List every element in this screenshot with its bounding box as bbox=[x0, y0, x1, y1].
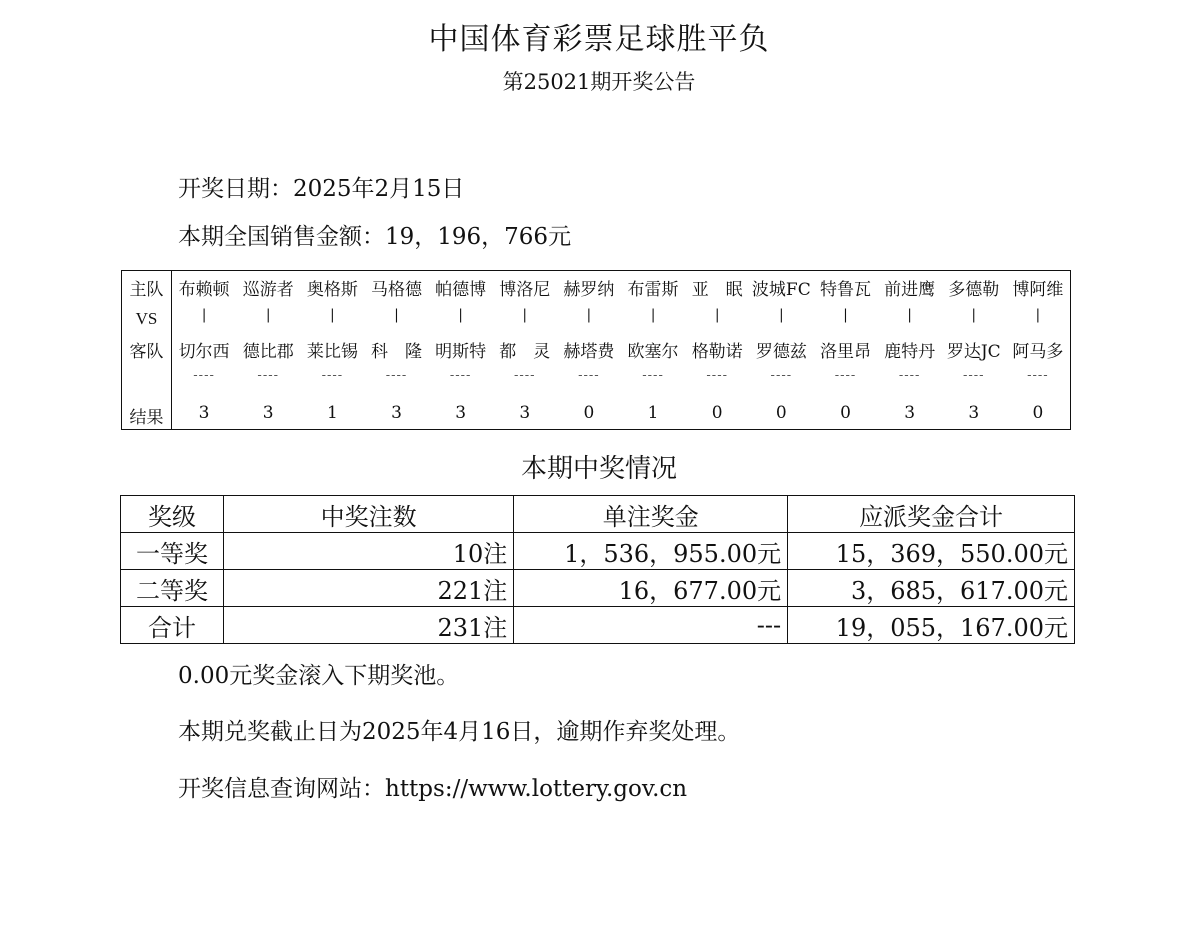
away-team: 罗德兹 bbox=[755, 342, 807, 362]
match-column bbox=[172, 271, 236, 429]
match-table bbox=[121, 270, 1071, 430]
vs-bar: | bbox=[650, 307, 656, 323]
match-column bbox=[429, 271, 493, 429]
separator-dash: ---- bbox=[449, 368, 472, 383]
match-label-column bbox=[122, 271, 172, 429]
home-team: 博洛尼 bbox=[499, 280, 551, 300]
header-count: 中奖注数 bbox=[223, 496, 513, 533]
vs-bar: | bbox=[843, 307, 848, 323]
match-result: 1 bbox=[326, 403, 338, 423]
vs-label: VS bbox=[135, 309, 158, 328]
header-total: 应派奖金合计 bbox=[788, 496, 1075, 533]
home-team: 奥格斯 bbox=[306, 280, 358, 300]
match-result: 3 bbox=[519, 403, 531, 423]
prize-total: 15，369，550.00元 bbox=[788, 533, 1075, 570]
page-subtitle: 第25021期开奖公告 bbox=[502, 70, 696, 94]
vs-bar: | bbox=[394, 307, 399, 323]
home-team: 特鲁瓦 bbox=[819, 280, 871, 300]
match-column bbox=[813, 271, 877, 429]
vs-bar: | bbox=[458, 307, 463, 323]
match-result: 3 bbox=[968, 403, 980, 423]
match-column bbox=[685, 271, 749, 429]
deadline-note: 本期兑奖截止日为2025年4月16日，逾期作弃奖处理。 bbox=[178, 719, 741, 745]
away-team: 莱比锡 bbox=[306, 342, 358, 362]
away-team: 洛里昂 bbox=[819, 342, 871, 362]
vs-bar: | bbox=[1035, 307, 1041, 323]
home-team: 亚 眠 bbox=[691, 280, 743, 300]
match-result: 0 bbox=[583, 403, 595, 423]
home-team: 博阿维 bbox=[1012, 280, 1064, 300]
match-result: 3 bbox=[455, 403, 467, 423]
separator-dash: ---- bbox=[513, 368, 536, 383]
prize-count: 231注 bbox=[223, 607, 513, 644]
home-team: 前进鹰 bbox=[884, 280, 936, 300]
home-team: 马格德 bbox=[370, 280, 422, 300]
vs-bar: | bbox=[586, 307, 592, 323]
match-result: 0 bbox=[1032, 403, 1044, 423]
prize-count: 10注 bbox=[223, 533, 513, 570]
match-column bbox=[300, 271, 364, 429]
result-label: 结果 bbox=[129, 408, 164, 428]
vs-bar: | bbox=[201, 307, 207, 323]
separator-dash: ---- bbox=[834, 368, 857, 383]
home-team: 布雷斯 bbox=[627, 280, 679, 300]
separator-dash: ---- bbox=[962, 368, 985, 383]
prize-level: 二等奖 bbox=[121, 570, 224, 607]
website-note: 开奖信息查询网站：https://www.lottery.gov.cn bbox=[178, 776, 688, 802]
away-team: 都 灵 bbox=[499, 342, 551, 362]
vs-bar: | bbox=[778, 307, 784, 323]
draw-date: 开奖日期：2025年2月15日 bbox=[178, 176, 465, 202]
vs-bar: | bbox=[971, 307, 977, 323]
page-title: 中国体育彩票足球胜平负 bbox=[428, 22, 770, 57]
separator-dash: ---- bbox=[706, 368, 728, 383]
prize-table bbox=[120, 495, 1075, 644]
match-result: 0 bbox=[840, 403, 851, 423]
match-column bbox=[878, 271, 942, 429]
vs-bar: | bbox=[265, 307, 271, 323]
vs-bar: | bbox=[329, 307, 335, 323]
home-team: 巡游者 bbox=[242, 280, 294, 300]
vs-bar: | bbox=[714, 307, 720, 323]
match-column bbox=[621, 271, 685, 429]
match-column bbox=[749, 271, 813, 429]
match-column bbox=[236, 271, 300, 429]
away-label: 客队 bbox=[129, 342, 164, 362]
rollover-note: 0.00元奖金滚入下期奖池。 bbox=[178, 663, 460, 689]
table-row bbox=[121, 570, 1075, 607]
separator-dash: ---- bbox=[642, 368, 664, 383]
match-result: 0 bbox=[775, 403, 787, 423]
prize-single: 16，677.00元 bbox=[514, 570, 788, 607]
match-column bbox=[493, 271, 557, 429]
sales-amount: 本期全国销售金额：19，196，766元 bbox=[178, 224, 572, 250]
away-team: 欧塞尔 bbox=[627, 342, 679, 362]
match-result: 3 bbox=[904, 403, 916, 423]
away-team: 罗达JC bbox=[946, 342, 1001, 362]
separator-dash: ---- bbox=[321, 368, 344, 383]
separator-dash: ---- bbox=[578, 368, 600, 383]
home-team: 布赖顿 bbox=[178, 280, 230, 300]
home-team: 多德勒 bbox=[948, 280, 1000, 300]
away-team: 科 隆 bbox=[370, 342, 422, 362]
away-team: 德比郡 bbox=[242, 342, 294, 362]
prize-heading: 本期中奖情况 bbox=[520, 454, 677, 484]
match-result: 1 bbox=[647, 403, 659, 423]
prize-header-row bbox=[121, 496, 1075, 533]
vs-bar: | bbox=[907, 307, 912, 323]
away-team: 切尔西 bbox=[178, 342, 230, 362]
match-columns bbox=[172, 271, 1070, 429]
prize-total: 19，055，167.00元 bbox=[788, 607, 1075, 644]
separator-dash: ---- bbox=[770, 368, 793, 383]
separator-dash: ---- bbox=[898, 368, 921, 383]
away-team: 格勒诺 bbox=[691, 342, 743, 362]
vs-bar: | bbox=[522, 307, 528, 323]
away-team: 鹿特丹 bbox=[884, 342, 936, 362]
away-team: 阿马多 bbox=[1012, 342, 1064, 362]
separator-dash: ---- bbox=[385, 368, 408, 383]
prize-level: 合计 bbox=[121, 607, 224, 644]
match-column bbox=[942, 271, 1006, 429]
match-result: 3 bbox=[198, 403, 210, 423]
table-row bbox=[121, 607, 1075, 644]
away-team: 明斯特 bbox=[435, 342, 487, 362]
header-level: 奖级 bbox=[121, 496, 224, 533]
match-result: 3 bbox=[262, 403, 274, 423]
match-result: 3 bbox=[391, 403, 402, 423]
prize-single: --- bbox=[514, 607, 788, 644]
away-team: 赫塔费 bbox=[563, 342, 615, 362]
separator-dash: ---- bbox=[193, 368, 215, 383]
match-result: 0 bbox=[711, 403, 723, 423]
home-team: 帕德博 bbox=[435, 280, 487, 300]
prize-single: 1，536，955.00元 bbox=[514, 533, 788, 570]
table-row bbox=[121, 533, 1075, 570]
prize-total: 3，685，617.00元 bbox=[788, 570, 1075, 607]
prize-level: 一等奖 bbox=[121, 533, 224, 570]
home-team: 赫罗纳 bbox=[563, 280, 615, 300]
separator-dash: ---- bbox=[257, 368, 279, 383]
home-label: 主队 bbox=[129, 280, 164, 300]
header-single: 单注奖金 bbox=[514, 496, 788, 533]
separator-dash: ---- bbox=[1027, 368, 1049, 383]
match-column bbox=[557, 271, 621, 429]
home-team: 波城FC bbox=[751, 280, 811, 300]
match-column bbox=[364, 271, 428, 429]
prize-count: 221注 bbox=[223, 570, 513, 607]
match-column bbox=[1006, 271, 1070, 429]
